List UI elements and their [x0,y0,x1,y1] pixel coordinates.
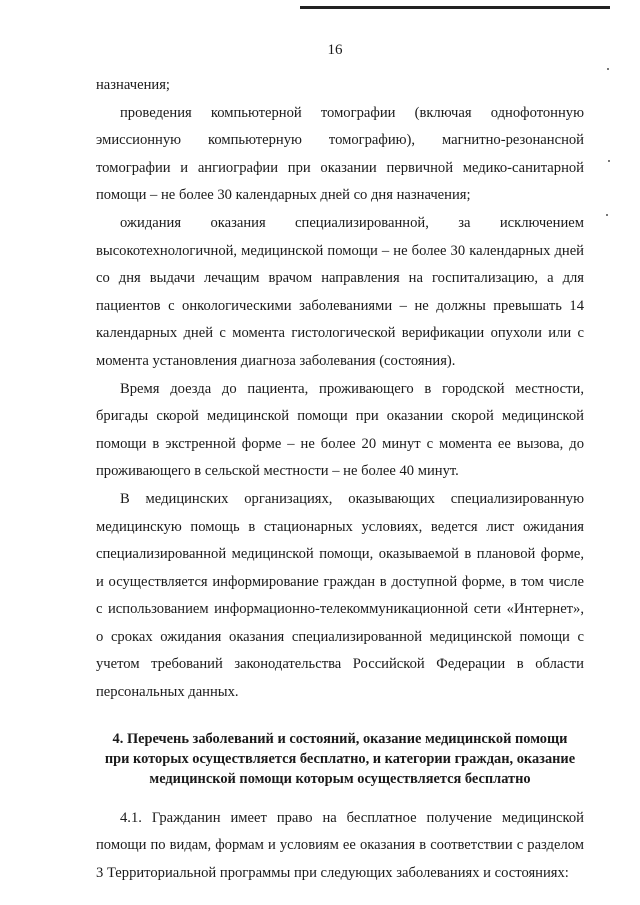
paragraph: Время доезда до пациента, проживающего в городской местности, бригады скорой медицинской помощи при оказании скорой медицинской помощи в экстренной форме – не более 20 минут с момента ее вызова, до проживающего в сельской местности – не более 40 минут. [96,380,584,480]
paragraph: 4.1. Гражданин имеет право на бесплатное получение медицинской помощи по видам, формам и условиям ее оказания в соответствии с разделом 3 Территориальной программы при следующих заболеваниях и состояниях: [96,809,584,881]
scan-speck [606,214,608,216]
scan-speck [608,160,610,162]
page-number: 16 [327,42,343,58]
section-heading: 4. Перечень заболеваний и состояний, оказание медицинской помощи при которых осуществляется бесплатно, и категории граждан, оказание медицинской помощи которым осуществляется бесплатно [104,730,576,787]
top-rule [300,6,610,9]
paragraph: ожидания оказания специализированной, за исключением высокотехнологичной, медицинской помощи – не более 30 календарных дней со дня выдачи лечащим врачом направления на госпитализацию, а для пациентов с онкологическими заболеваниями – не должны превышать 14 календарных дней с момента гистологической верификации опухоли или с момента установления диагноза заболевания (состояния). [96,214,584,369]
paragraph: проведения компьютерной томографии (включая однофотонную эмиссионную компьютерную томографию), магнитно-резонансной томографии и ангиографии при оказании первичной медико-санитарной помощи – не более 30 календарных дней со дня назначения; [96,104,584,204]
scan-speck [607,68,609,70]
paragraph: В медицинских организациях, оказывающих специализированную медицинскую помощь в стационарных условиях, ведется лист ожидания специализированной медицинской помощи, оказываемой в плановой форме, и осуществляется информирование граждан в доступной форме, в том числе с использованием информационно-телекоммуникационной сети «Интернет», о сроках ожидания оказания специализированной медицинской помощи с учетом требований законодательства Российской Федерации в области персональных данных. [96,490,584,701]
document-body [96,72,584,887]
paragraph: назначения; [96,77,170,93]
